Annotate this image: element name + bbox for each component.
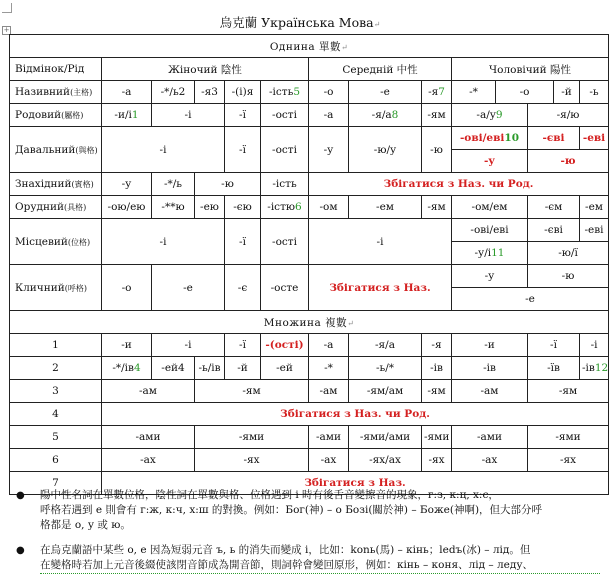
sg-voc-f2: -е [152, 265, 225, 311]
sg-dat-f2: -ї [225, 127, 261, 173]
sg-ins-n2: -ем [349, 196, 422, 219]
sg-voc-merged: Збігатися з Наз. [309, 265, 452, 311]
case-column-header: Відмінок/Рід [10, 58, 102, 81]
pl-5-n2: -ями/ами [349, 426, 422, 449]
sg-loc-m5: -ю/ї [528, 242, 609, 265]
pl-2-n2: -ь/* [349, 357, 422, 380]
sg-ins-f2: -**ю [152, 196, 195, 219]
masculine-header: Чоловічий 陽性 [452, 58, 609, 81]
pl-6-n2: -ях/ах [349, 449, 422, 472]
plural-row-1 [10, 334, 609, 357]
sg-acc-merged: Збігатися з Наз. чи Род. [309, 173, 609, 196]
sg-gen-n2: -я/а8 [349, 104, 422, 127]
sg-ins-m3: -ем [580, 196, 609, 219]
sg-gen-f3: -ї [225, 104, 261, 127]
pl-5-f2: -ями [195, 426, 309, 449]
sg-ins-m1: -ом/ем [452, 196, 528, 219]
sg-voc-f4: -осте [261, 265, 309, 311]
sg-acc-f4: -ість [261, 173, 309, 196]
pl-2-n3: -ів [422, 357, 452, 380]
plural-row-3 [10, 380, 609, 403]
bullet-icon: ● [16, 490, 25, 501]
pl-1-n3: -я [422, 334, 452, 357]
pl-6-m2: -ях [528, 449, 609, 472]
pl-5-n3: -ями [422, 426, 452, 449]
sg-dat-n1: -у [309, 127, 349, 173]
sg-nom-m4: -ь [580, 81, 609, 104]
singular-title: Однина 單數↵ [10, 35, 609, 58]
case-label-genitive: Родовий(屬格) [10, 104, 102, 127]
sg-gen-f4: -ості [261, 104, 309, 127]
plural-row-2 [10, 357, 609, 380]
sg-voc-f1: -о [102, 265, 152, 311]
pl-2-f5: -ей [261, 357, 309, 380]
pl-case-7: 7 [10, 472, 102, 495]
pl-3-f2: -ям [195, 380, 309, 403]
sg-dat-f1: -і [102, 127, 225, 173]
declension-table [9, 34, 609, 495]
singular-title-row [10, 35, 609, 58]
sg-loc-n1: -і [309, 219, 452, 265]
genitive-row [10, 104, 609, 127]
sg-nom-f2: -*/ь2 [152, 81, 195, 104]
sg-ins-n3: -ям [422, 196, 452, 219]
sg-dat-f3: -ості [261, 127, 309, 173]
pl-3-f1: -ам [102, 380, 195, 403]
sg-gen-n3: -ям [422, 104, 452, 127]
pl-6-f2: -ях [195, 449, 309, 472]
neuter-header: Середній 中性 [309, 58, 452, 81]
pl-3-n3: -ям [422, 380, 452, 403]
sg-nom-m1: -* [452, 81, 496, 104]
sg-voc-f3: -є [225, 265, 261, 311]
nominative-row [10, 81, 609, 104]
sg-acc-f3: -ю [195, 173, 261, 196]
sg-loc-m4: -у/і11 [452, 242, 528, 265]
pl-case-1: 1 [10, 334, 102, 357]
pl-case-2: 2 [10, 357, 102, 380]
sg-nom-m2: -о [496, 81, 554, 104]
plural-row-6 [10, 449, 609, 472]
pl-1-m3: -і [580, 334, 609, 357]
sg-ins-f5: -істю6 [261, 196, 309, 219]
sg-dat-m5: -ю [528, 150, 609, 173]
pl-1-m2: -ї [528, 334, 580, 357]
sg-gen-f1: -и/і1 [102, 104, 152, 127]
case-label-nominative: Називний(主格) [10, 81, 102, 104]
sg-loc-m3: -еві [580, 219, 609, 242]
pl-2-n1: -* [309, 357, 349, 380]
pl-1-m1: -и [452, 334, 528, 357]
pl-case-3: 3 [10, 380, 102, 403]
pl-1-f4: -(ості) [261, 334, 309, 357]
sg-nom-f1: -а [102, 81, 152, 104]
sg-ins-f1: -ою/ею [102, 196, 152, 219]
sg-loc-m2: -єві [528, 219, 580, 242]
sg-gen-f2: -і [152, 104, 225, 127]
pl-6-f1: -ах [102, 449, 195, 472]
dative-row-1 [10, 127, 609, 150]
sg-dat-n3: -ю [422, 127, 452, 173]
sg-ins-m2: -єм [528, 196, 580, 219]
sg-ins-f4: -єю [225, 196, 261, 219]
note-text: 陽中性名詞在單數位格，陰性詞在單數與格、位格遇到 і 時有後舌音變擦音的現象，г:з, к:ц, х:с， 呼格若遇到 е 則會有 г:ж, к:ч, х:ш 的對換。例如：Бог(神) – о Бозі(關於神) – Боже(神啊)，但大部分呼 格都是 о, у 或 ю。 [40, 489, 543, 531]
pl-2-m1: -ів [452, 357, 528, 380]
plural-row-5 [10, 426, 609, 449]
pl-6-m1: -ах [452, 449, 528, 472]
pl-1-f3: -ї [225, 334, 261, 357]
table-move-handle-icon[interactable]: + [3, 26, 10, 34]
case-label-dative: Давальний(與格) [10, 127, 102, 173]
pl-4-merged: Збігатися з Наз. чи Род. [102, 403, 609, 426]
pl-5-m2: -ями [528, 426, 609, 449]
pl-1-n1: -а [309, 334, 349, 357]
sg-ins-n1: -ом [309, 196, 349, 219]
pl-5-m1: -ами [452, 426, 528, 449]
sg-loc-f2: -ї [225, 219, 261, 265]
sg-loc-f3: -ості [261, 219, 309, 265]
pl-3-n1: -ам [309, 380, 349, 403]
bullet-icon: ● [16, 545, 25, 556]
sg-loc-f1: -і [102, 219, 225, 265]
pl-3-m2: -ям [528, 380, 609, 403]
pl-7-merged: Збігатися з Наз. [102, 472, 609, 495]
sg-gen-m1: -а/у9 [452, 104, 528, 127]
pl-2-f1: -*/ів4 [102, 357, 152, 380]
sg-ins-f3: -ею [195, 196, 225, 219]
pl-5-f1: -ами [102, 426, 195, 449]
sg-gen-m2: -я/ю [528, 104, 609, 127]
sg-dat-n2: -ю/у [349, 127, 422, 173]
sg-nom-n1: -о [309, 81, 349, 104]
pl-3-n2: -ям/ам [349, 380, 422, 403]
sg-nom-f5: -ість5 [261, 81, 309, 104]
pl-2-m2: -їв [528, 357, 580, 380]
pl-3-m1: -ам [452, 380, 528, 403]
sg-nom-n2: -е [349, 81, 422, 104]
vocative-row-1 [10, 265, 609, 288]
sg-acc-f2: -*/ь [152, 173, 195, 196]
pl-case-4: 4 [10, 403, 102, 426]
sg-dat-m3: -еві [580, 127, 609, 150]
sg-gen-n1: -а [309, 104, 349, 127]
pl-2-f4: -й [225, 357, 261, 380]
pl-1-f1: -и [102, 334, 152, 357]
sg-dat-m1: -ові/еві10 [452, 127, 528, 150]
pl-2-f2: -ей4 [152, 357, 195, 380]
sg-loc-m1: -ові/еві [452, 219, 528, 242]
case-label-locative: Місцевий(位格) [10, 219, 102, 265]
pl-5-n1: -ами [309, 426, 349, 449]
sg-dat-m4: -у [452, 150, 528, 173]
page-title: 烏克蘭 Українська Мова↵ [219, 15, 381, 30]
case-label-vocative: Кличний(呼格) [10, 265, 102, 311]
pl-2-m3: -ів12 [580, 357, 609, 380]
accusative-row [10, 173, 609, 196]
sg-voc-m2: -ю [528, 265, 609, 288]
sg-voc-m3: -е [452, 288, 609, 311]
note-text: 在烏克蘭語中某些 о, е 因為短弱元音 ъ, ь 的消失而變成 і，比如：konь(馬) – кінь；ledъ(冰) – лід。但 在變格時若加上元音後綴使該閉音節成為開音節，則詞幹會變回原形，例如：кінь – коня、лід – леду、 [40, 543, 600, 574]
instrumental-row [10, 196, 609, 219]
sg-nom-f4: -(і)я [225, 81, 261, 104]
sg-nom-f3: -я3 [195, 81, 225, 104]
pl-6-n1: -ах [309, 449, 349, 472]
sg-nom-m3: -й [554, 81, 580, 104]
case-label-accusative: Знахідний(賓格) [10, 173, 102, 196]
plural-title: Множина 複數↵ [10, 311, 609, 334]
case-label-instrumental: Орудний(具格) [10, 196, 102, 219]
locative-row-1 [10, 219, 609, 242]
pl-case-6: 6 [10, 449, 102, 472]
sg-acc-f1: -у [102, 173, 152, 196]
crop-mark [2, 3, 12, 13]
sg-dat-m2: -єві [528, 127, 580, 150]
pl-6-n3: -ях [422, 449, 452, 472]
feminine-header: Жіночий 陰性 [102, 58, 309, 81]
pl-1-f2: -і [152, 334, 225, 357]
pl-2-f3: -ь/ів [195, 357, 225, 380]
gender-header-row [10, 58, 609, 81]
plural-title-row [10, 311, 609, 334]
sg-nom-n3: -я7 [422, 81, 452, 104]
pl-1-n2: -я/а [349, 334, 422, 357]
sg-voc-m1: -у [452, 265, 528, 288]
plural-row-4 [10, 403, 609, 426]
pl-case-5: 5 [10, 426, 102, 449]
